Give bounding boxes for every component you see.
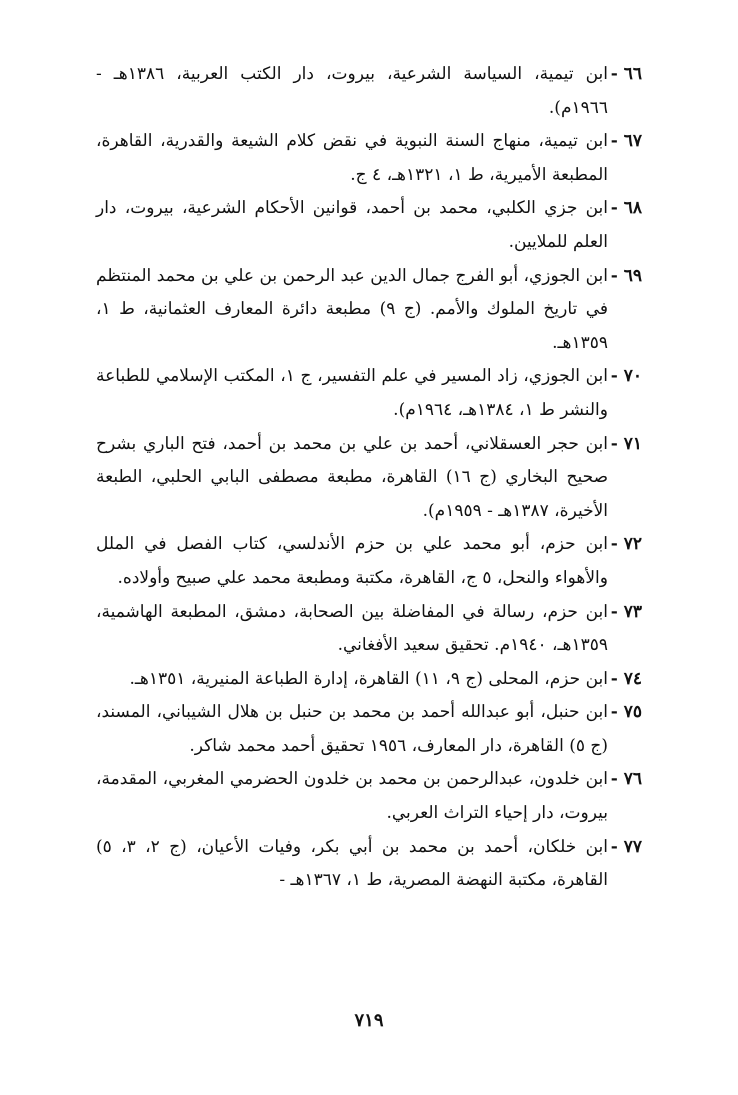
entry-text: ابن حجر العسقلاني، أحمد بن علي بن محمد بن أحمد، فتح الباري بشرح صحيح البخاري (ج ١٦) القاهرة، مطبعة مصطفى البابي الحلبي، الطبعة الأخيرة، ١٣٨٧هـ - ١٩٥٩م). (96, 433, 608, 521)
page-number: ٧١٩ (354, 1010, 384, 1031)
entry-text: ابن جزي الكلبي، محمد بن أحمد، قوانين الأحكام الشرعية، بيروت، دار العلم للملايين. (96, 198, 608, 252)
bibliography-entry (96, 696, 642, 763)
entry-number: ٦٩ - (610, 265, 642, 286)
entry-text: ابن حزم، المحلى (ج ٩، ١١) القاهرة، إدارة الطباعة المنيرية، ١٣٥١هـ. (129, 668, 608, 689)
entry-number: ٧١ - (610, 433, 642, 454)
entry-number: ٦٦ - (610, 64, 642, 84)
bibliography-entry (96, 260, 642, 361)
entry-number: ٦٨ - (610, 198, 642, 219)
bibliography-entry (96, 763, 642, 830)
bibliography-entry (96, 831, 642, 898)
entry-number: ٧٣ - (610, 601, 642, 622)
entry-number: ٧٢ - (610, 534, 642, 555)
bibliography-entry (96, 125, 642, 192)
entry-number: ٧٦ - (610, 769, 642, 790)
entry-number: ٧٥ - (610, 702, 642, 723)
entry-text: ابن تيمية، السياسة الشرعية، بيروت، دار الكتب العربية، ١٣٨٦هـ - ١٩٦٦م). (96, 64, 608, 118)
bibliography-entry (96, 528, 642, 595)
entry-text: ابن الجوزي، زاد المسير في علم التفسير، ج ١، المكتب الإسلامي للطباعة والنشر ط ١، ١٣٨٤هـ، ١٩٦٤م). (96, 366, 608, 420)
entry-number: ٧٧ - (610, 836, 642, 857)
entry-text: ابن خلدون، عبدالرحمن بن محمد بن خلدون الحضرمي المغربي، المقدمة، بيروت، دار إحياء التراث العربي. (96, 769, 608, 824)
entry-text: ابن الجوزي، أبو الفرج جمال الدين عبد الرحمن بن علي بن محمد المنتظم في تاريخ الملوك والأمم. (ج ٩) مطبعة دائرة المعارف العثمانية، ط ١، ١٣٥٩هـ. (96, 265, 608, 353)
bibliography-entry (96, 596, 642, 663)
bibliography-entry (96, 428, 642, 529)
bibliography-list (96, 58, 642, 898)
entry-number: ٧٤ - (610, 668, 642, 689)
entry-text: ابن حزم، رسالة في المفاضلة بين الصحابة، دمشق، المطبعة الهاشمية، ١٣٥٩هـ، ١٩٤٠م. تحقيق سعيد الأفغاني. (96, 601, 608, 656)
bibliography-entry (96, 360, 642, 427)
bibliography-entry (96, 58, 642, 125)
entry-text: ابن حنبل، أبو عبدالله أحمد بن محمد بن حنبل بن هلال الشيباني، المسند، (ج ٥) القاهرة، دار المعارف، ١٩٥٦ تحقيق أحمد محمد شاكر. (96, 702, 608, 756)
entry-number: ٦٧ - (610, 131, 642, 152)
entry-text: ابن حزم، أبو محمد علي بن حزم الأندلسي، كتاب الفصل في الملل والأهواء والنحل، ٥ ج، القاهرة، مكتبة ومطبعة محمد علي صبيح وأولاده. (96, 534, 608, 588)
entry-text: ابن تيمية، منهاج السنة النبوية في نقض كلام الشيعة والقدرية، القاهرة، المطبعة الأميرية، ط ١، ١٣٢١هـ، ٤ ج. (96, 131, 608, 185)
bibliography-entry (96, 192, 642, 259)
entry-text: ابن خلكان، أحمد بن محمد بن أبي بكر، وفيات الأعيان، (ج ٢، ٣، ٥) القاهرة، مكتبة النهضة المصرية، ط ١، ١٣٦٧هـ - (96, 836, 608, 891)
entry-number: ٧٠ - (610, 366, 642, 387)
bibliography-entry (96, 663, 642, 697)
